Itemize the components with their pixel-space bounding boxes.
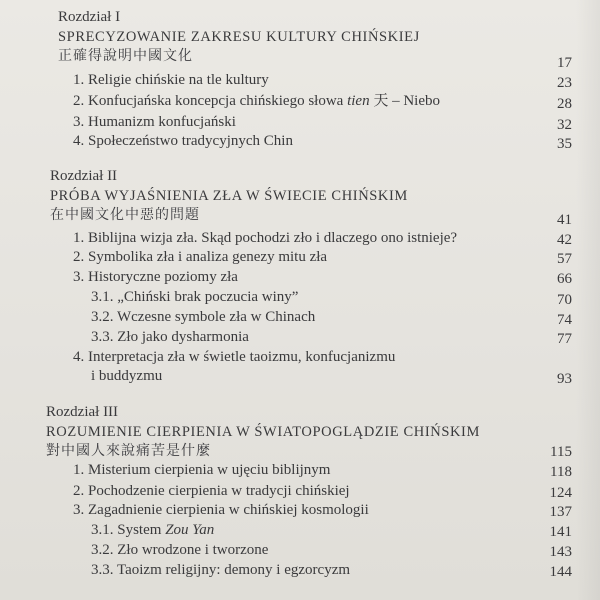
toc-entry-page: 66 [557,271,572,287]
chapter-1-title-page: 17 [557,55,572,71]
chapter-3-chinese-title: 對中國人來說痛苦是什麼 [46,443,211,459]
toc-entry-page: 57 [557,251,572,267]
toc-entry: 1. Biblijna wizja zła. Skąd pochodzi zło i dlaczego ono istnieje? [73,230,458,246]
chapter-3-label: Rozdział III [46,404,119,420]
toc-entry [73,92,440,110]
chapter-2-label: Rozdział II [50,168,118,184]
chapter-2-title-page: 41 [557,212,572,228]
toc-entry: 3. Humanizm konfucjański [73,114,236,130]
toc-entry: 1. Misterium cierpienia w ujęciu biblijnym [73,462,331,478]
toc-entry-text-after: 天 – Niebo [369,93,441,109]
toc-entry-page: 23 [557,75,572,91]
toc-entry-page: 77 [557,331,572,347]
toc-entry: 4. Społeczeństwo tradycyjnych Chin [73,133,293,149]
toc-entry-page: 42 [557,232,572,248]
toc-entry: 3. Zagadnienie cierpienia w chińskiej kosmologii [73,502,369,518]
toc-subentry: 3.2. Zło wrodzone i tworzone [91,542,269,558]
page-edge-shadow [576,0,600,600]
toc-entry: 2. Symbolika zła i analiza genezy mitu zła [73,249,328,265]
chapter-2-chinese-title: 在中國文化中惡的問題 [50,207,200,223]
toc-entry-page: 124 [549,485,572,501]
toc-subentry: 3.1. „Chiński brak poczucia winy” [91,289,299,305]
toc-entry-page: 93 [557,371,572,387]
toc-subentry: 3.3. Zło jako dysharmonia [91,329,249,345]
chapter-3-title-page: 115 [550,444,572,460]
toc-entry-page: 32 [557,117,572,133]
toc-entry-text: 2. Konfucjańska koncepcja chińskiego słowa [73,93,348,109]
chapter-1-chinese-title: 正確得說明中國文化 [58,48,193,64]
toc-entry-page: 35 [557,136,572,152]
toc-entry-page: 74 [557,312,572,328]
toc-entry-page: 28 [557,96,572,112]
toc-entry-italic-term: Zou Yan [165,522,215,538]
toc-subentry [91,521,214,539]
chapter-3-title: ROZUMIENIE CIERPIENIA W ŚWIATOPOGLĄDZIE CHIŃSKIM [46,424,480,440]
chapter-1-label: Rozdział I [58,9,121,25]
toc-entry-page: 144 [549,564,572,580]
toc-entry-page: 141 [549,524,572,540]
toc-entry: 1. Religie chińskie na tle kultury [73,72,269,88]
toc-subentry: 3.2. Wczesne symbole zła w Chinach [91,309,316,325]
toc-entry-continuation: i buddyzmu [91,368,163,384]
toc-entry-italic-term: tien [347,93,370,109]
toc-entry-page: 70 [557,292,572,308]
toc-entry-page: 143 [549,544,572,560]
chapter-1-title: SPRECYZOWANIE ZAKRESU KULTURY CHIŃSKIEJ [58,29,420,45]
toc-entry-text: 3.1. System [91,522,166,538]
toc-entry: 3. Historyczne poziomy zła [73,269,238,285]
toc-entry: 2. Pochodzenie cierpienia w tradycji chińskiej [73,483,350,499]
toc-entry-page: 137 [549,504,572,520]
toc-entry-page: 118 [550,464,572,480]
toc-subentry: 3.3. Taoizm religijny: demony i egzorcyzm [91,562,351,578]
toc-entry: 4. Interpretacja zła w świetle taoizmu, konfucjanizmu [73,349,396,365]
chapter-2-title: PRÓBA WYJAŚNIENIA ZŁA W ŚWIECIE CHIŃSKIM [50,188,408,204]
